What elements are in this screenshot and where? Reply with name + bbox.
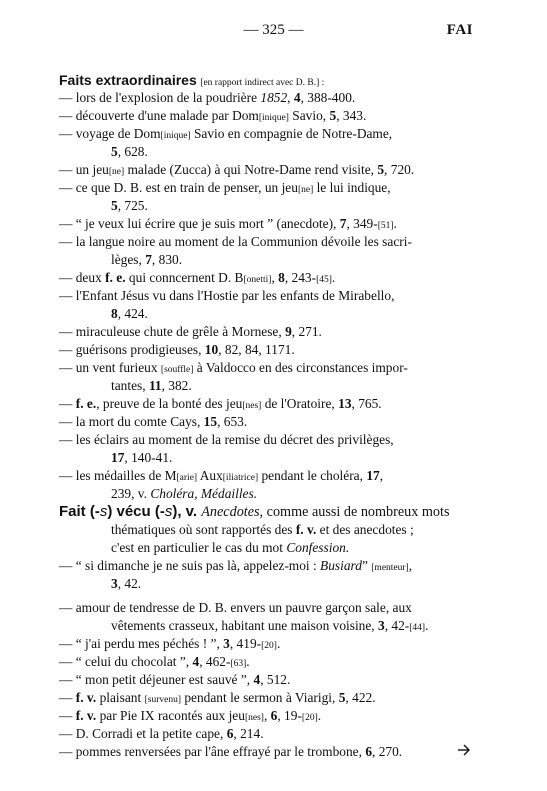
entry-heading-faits bbox=[59, 71, 324, 89]
subentry-line: — la langue noire au moment de la Communion dévoile les sacri- bbox=[59, 234, 412, 249]
headword: Faits extraordinaires bbox=[59, 72, 197, 88]
arrow-right-icon bbox=[457, 743, 471, 762]
continuation-line: 17, 140-41. bbox=[111, 450, 173, 465]
subentry-line: — l'Enfant Jésus vu dans l'Hostie par les enfants de Mirabello, bbox=[59, 288, 395, 303]
subentry-line: — les éclairs au moment de la remise du décret des privilèges, bbox=[59, 432, 394, 447]
subentry-line: — deux f. e. qui conncernent D. B[onetti], 8, 243-[45]. bbox=[59, 270, 336, 285]
subentry-line: — “ si dimanche je ne suis pas là, appelez-moi : Busiard” [menteur], bbox=[59, 558, 413, 573]
continuation-line: c'est en particulier le cas du mot Confession. bbox=[111, 540, 350, 555]
subentry-line: — f. e., preuve de la bonté des jeu[nes] de l'Oratoire, 13, 765. bbox=[59, 396, 382, 411]
subentry-line: — voyage de Dom[inique] Savio en compagnie de Notre-Dame, bbox=[59, 126, 393, 141]
running-head: FAI bbox=[446, 22, 473, 38]
subentry-line: — pommes renversées par l'âne effrayé par le trombone, 6, 270. bbox=[59, 744, 403, 759]
subentry-line: — lors de l'explosion de la poudrière 1852, 4, 388-400. bbox=[59, 90, 356, 105]
subentry-line: — f. v. plaisant [survenu] pendant le sermon à Viarigi, 5, 422. bbox=[59, 690, 376, 705]
continuation-line: 5, 628. bbox=[111, 144, 148, 159]
subentry-line: — miraculeuse chute de grêle à Mornese, 9, 271. bbox=[59, 324, 322, 339]
continuation-line: lèges, 7, 830. bbox=[111, 252, 183, 267]
arrow-right-icon-svg bbox=[457, 743, 471, 757]
continuation-line: thématiques où sont rapportés des f. v. et des anecdotes ; bbox=[111, 522, 414, 537]
subentry-line: — “ je veux lui écrire que je suis mort ” (anecdote), 7, 349-[51]. bbox=[59, 216, 397, 231]
subentry-line: — amour de tendresse de D. B. envers un pauvre garçon sale, aux bbox=[59, 600, 412, 615]
subentry-line: — “ mon petit déjeuner est sauvé ”, 4, 512. bbox=[59, 672, 291, 687]
subentry-line: — ce que D. B. est en train de penser, un jeu[ne] le lui indique, bbox=[59, 180, 391, 195]
continuation-line: 5, 725. bbox=[111, 198, 148, 213]
subentry-line: — D. Corradi et la petite cape, 6, 214. bbox=[59, 726, 264, 741]
entry-heading-fait-vecu: Fait (-s) vécu (-s), v. Anecdotes, comme aussi de nombreux mots bbox=[59, 503, 450, 520]
subentry-line: — “ j'ai perdu mes péchés ! ”, 3, 419-[20]. bbox=[59, 636, 281, 651]
subentry-line: — un jeu[ne] malade (Zucca) à qui Notre-Dame rend visite, 5, 720. bbox=[59, 162, 415, 177]
continuation-line: 3, 42. bbox=[111, 576, 142, 591]
continuation-line: tantes, 11, 382. bbox=[111, 378, 192, 393]
continuation-line: 8, 424. bbox=[111, 306, 148, 321]
subentry-line: — les médailles de M[arie] Aux[iliatrice] pendant le choléra, 17, bbox=[59, 468, 384, 483]
subentry-line: — découverte d'une malade par Dom[inique] Savio, 5, 343. bbox=[59, 108, 367, 123]
subentry-line: — “ celui du chocolat ”, 4, 462-[63]. bbox=[59, 654, 250, 669]
subentry-line: — guérisons prodigieuses, 10, 82, 84, 1171. bbox=[59, 342, 295, 357]
bracket-note: [en rapport indirect avec D. B.] : bbox=[200, 78, 325, 88]
subentry-line: — un vent furieux [souffle] à Valdocco en des circonstances impor- bbox=[59, 360, 408, 375]
continuation-line: 239, v. Choléra, Médailles. bbox=[111, 486, 258, 501]
page-number: — 325 — bbox=[243, 22, 304, 38]
subentry-line: — f. v. par Pie IX racontés aux jeu[nes], 6, 19-[20]. bbox=[59, 708, 322, 723]
subentry-line: — la mort du comte Cays, 15, 653. bbox=[59, 414, 248, 429]
continuation-line: vêtements crasseux, habitant une maison voisine, 3, 42-[44]. bbox=[111, 618, 429, 633]
